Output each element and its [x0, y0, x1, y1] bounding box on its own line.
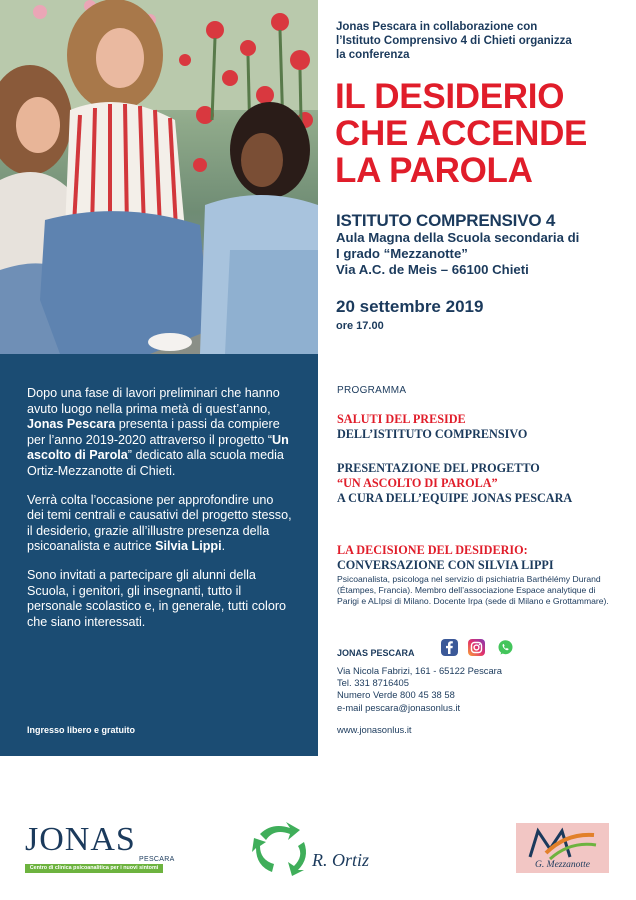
facebook-icon[interactable]: [441, 639, 458, 656]
program-item: SALUTI DEL PRESIDE DELL’ISTITUTO COMPRENSIVO: [337, 412, 528, 441]
contact-toll-free: Numero Verde 800 45 38 58: [337, 689, 455, 701]
event-time: ore 17.00: [336, 320, 384, 332]
description-paragraph-1: Dopo una fase di lavori preliminari che hanno avuto luogo nella prima metà di quest’anno, Jonas Pescara presenta i passi da compiere per l’anno 2019-2020 attraverso il progetto “Un ascolto di Parola” dedicato alla scuola media Ortiz-Mezzanotte di Chieti.: [27, 386, 289, 478]
m-monogram-icon: [516, 823, 609, 863]
speaker-name: Silvia Lippi: [155, 539, 222, 554]
website-link[interactable]: www.jonasonlus.it: [337, 724, 412, 735]
ortiz-logo: R. Ortiz: [250, 820, 390, 880]
instagram-icon[interactable]: [468, 639, 485, 656]
program-label: PROGRAMMA: [337, 385, 407, 396]
free-entry-note: Ingresso libero e gratuito: [27, 725, 136, 735]
event-date: 20 settembre 2019: [336, 297, 484, 316]
project-name: Un ascolto di Parola: [27, 432, 289, 463]
contact-details: [337, 665, 502, 714]
description-paragraph-3: Sono invitati a partecipare gli alunni della Scuola, i genitori, gli insegnanti, tutto il personale scolastico e, in generale, tutti coloro che siano interessati.: [27, 567, 287, 629]
venue-line: Aula Magna della Scuola secondaria di: [336, 230, 580, 245]
program-item: PRESENTAZIONE DEL PROGETTO “UN ASCOLTO DI PAROLA” A CURA DELL’EQUIPE JONAS PESCARA: [337, 461, 573, 505]
contact-email[interactable]: e-mail pescara@jonasonlus.it: [337, 701, 461, 713]
description-paragraph-2: Verrà colta l’occasione per approfondire uno dei temi centrali e causativi del progetto stesso, il desiderio, grazie all’illustre presenza della psicoanalista e autrice Silvia Lippi.: [27, 492, 292, 554]
jonas-logo: JONAS PESCARA Centro di clinica psicoanalitica per i nuovi sintomi: [25, 821, 175, 871]
contact-address: Via Nicola Fabrizi, 161 - 65122 Pescara: [337, 665, 503, 676]
venue-block: [336, 211, 626, 278]
description-panel: [0, 354, 318, 756]
contact-phone: Tel. 331 8716405: [337, 677, 409, 689]
mezzanotte-logo: G. Mezzanotte: [516, 823, 609, 873]
conference-title: IL DESIDERIO CHE ACCENDE LA PAROLA: [335, 77, 588, 190]
speaker-bio: Psicoanalista, psicologa nel servizio di psichiatria Barthélémy Durand (Étampes, Francia). Membro dell’associazione Espace analytique di Parigi e ALIpsi di Milano. Docente Irpa (sede di Milano e Grottammare).: [337, 574, 609, 606]
whatsapp-icon[interactable]: [497, 639, 514, 656]
school-name: ISTITUTO COMPRENSIVO 4: [336, 211, 556, 230]
recycle-arrows-icon: [250, 820, 314, 876]
program-item: LA DECISIONE DEL DESIDERIO: CONVERSAZIONE CON SILVIA LIPPI Psicoanalista, psicologa nel servizio di psichiatria Barthélémy Durand (Étampes, Francia). Membro dell’associazione Espace analytique di Parigi e ALIpsi di Milano. Docente Irpa (sede di Milano e Grottammare).: [337, 543, 627, 607]
venue-line: I grado “Mezzanotte”: [336, 246, 468, 261]
intro-text: Jonas Pescara in collaborazione con l’Istituto Comprensivo 4 di Chieti organizza la conferenza: [336, 21, 572, 61]
venue-address: Via A.C. de Meis – 66100 Chieti: [336, 262, 529, 277]
hero-photo: [0, 0, 318, 354]
org-name: Jonas Pescara: [27, 417, 116, 432]
contact-label: JONAS PESCARA: [337, 648, 415, 658]
